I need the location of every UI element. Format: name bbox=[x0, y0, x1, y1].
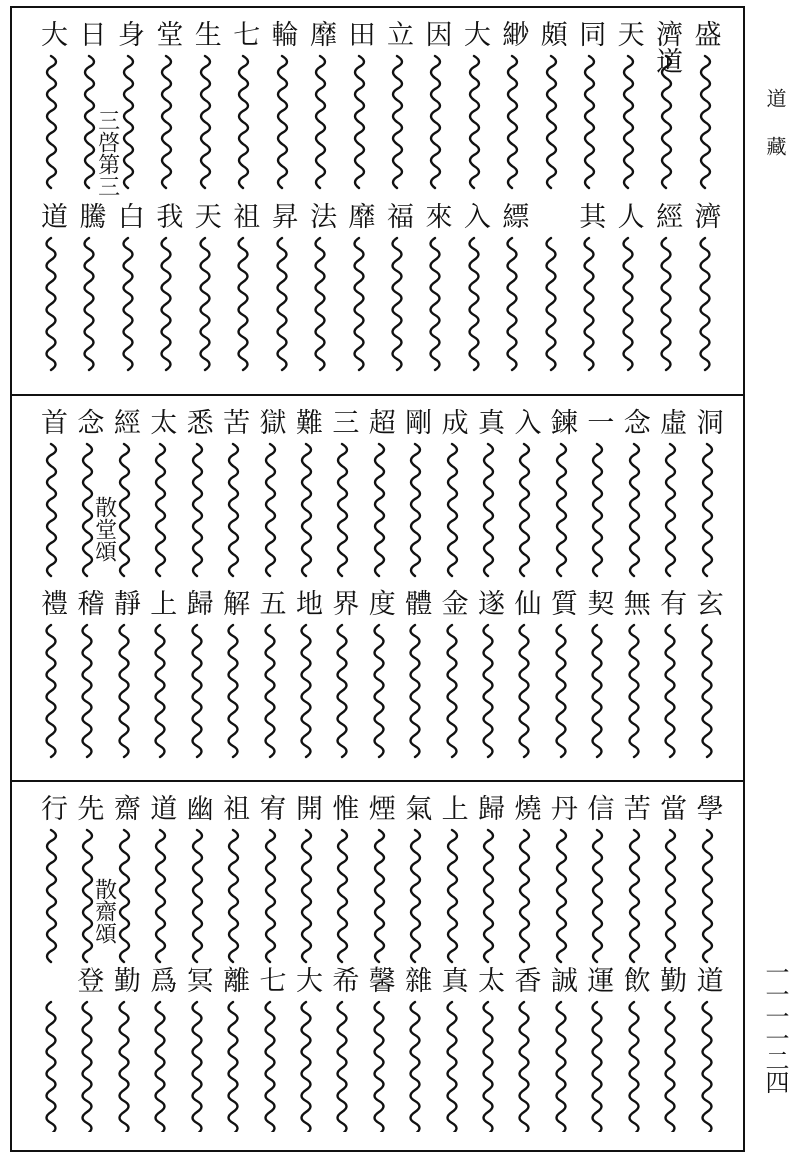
neume-notation-mark bbox=[216, 828, 250, 968]
score-column-top: 身 bbox=[112, 20, 144, 47]
score-column-top: 上 bbox=[436, 794, 468, 821]
score-column-bottom: 飲 bbox=[618, 966, 650, 993]
score-column-top: 難 bbox=[290, 408, 322, 435]
neume-notation-mark bbox=[216, 623, 250, 762]
neume-notation-mark bbox=[253, 623, 287, 762]
score-column-top: 大 bbox=[458, 20, 490, 47]
score-column-bottom: 體 bbox=[400, 589, 432, 616]
panel-middle bbox=[12, 396, 743, 782]
score-column-top: 當 bbox=[655, 794, 687, 821]
neume-notation-mark bbox=[303, 236, 337, 376]
neume-notation-mark bbox=[34, 54, 68, 201]
score-column-top: 惟 bbox=[327, 794, 359, 821]
score-column-top: 苦 bbox=[218, 408, 250, 435]
neume-notation-mark bbox=[188, 236, 222, 376]
score-column-top: 同 bbox=[574, 20, 606, 47]
score-column-bottom: 人 bbox=[612, 202, 644, 229]
neume-notation-mark bbox=[544, 828, 578, 968]
score-column-bottom: 靡 bbox=[343, 202, 375, 229]
score-column-bottom: 騰 bbox=[74, 202, 106, 229]
neume-notation-mark bbox=[107, 1000, 141, 1132]
neume-notation-mark bbox=[107, 623, 141, 762]
neume-notation-mark bbox=[289, 828, 323, 968]
score-column-top: 靡 bbox=[305, 20, 337, 47]
neume-notation-mark bbox=[471, 442, 505, 589]
neume-notation-mark bbox=[457, 236, 491, 376]
score-column-top: 學 bbox=[691, 794, 723, 821]
score-column-bottom: 道 bbox=[36, 202, 67, 229]
neume-notation-mark bbox=[418, 236, 452, 376]
neume-notation-mark bbox=[180, 1000, 214, 1132]
score-column-bottom: 度 bbox=[363, 589, 395, 616]
neume-notation-mark bbox=[617, 1000, 651, 1132]
neume-notation-mark bbox=[34, 442, 68, 589]
score-column-top: 開 bbox=[290, 794, 322, 821]
score-column-top: 入 bbox=[509, 408, 541, 435]
score-column-bottom: 解 bbox=[218, 589, 250, 616]
score-column-bottom: 界 bbox=[327, 589, 359, 616]
neume-notation-mark bbox=[653, 828, 687, 968]
neume-notation-mark bbox=[495, 236, 529, 376]
neume-notation-mark bbox=[690, 828, 724, 968]
neume-notation-mark bbox=[507, 1000, 541, 1132]
score-column-bottom: 稽 bbox=[72, 589, 104, 616]
neume-notation-mark bbox=[265, 236, 299, 376]
score-column-top: 燒 bbox=[509, 794, 541, 821]
score-column-top: 因 bbox=[420, 20, 452, 47]
neume-notation-mark bbox=[380, 54, 414, 201]
neume-notation-mark bbox=[149, 54, 183, 201]
neume-notation-mark bbox=[544, 1000, 578, 1132]
score-column-top: 虛 bbox=[655, 408, 687, 435]
neume-notation-mark bbox=[580, 623, 614, 762]
score-column-bottom: 縹 bbox=[497, 202, 529, 229]
score-column-top: 歸 bbox=[473, 794, 505, 821]
neume-notation-mark bbox=[143, 623, 177, 762]
score-column-bottom: 運 bbox=[582, 966, 614, 993]
score-column-bottom: 入 bbox=[458, 202, 490, 229]
neume-notation-mark bbox=[653, 1000, 687, 1132]
neume-notation-mark bbox=[253, 828, 287, 968]
neume-notation-mark bbox=[690, 442, 724, 589]
score-column-top: 信 bbox=[582, 794, 614, 821]
neume-notation-mark bbox=[289, 1000, 323, 1132]
score-column-top: 經 bbox=[108, 408, 140, 435]
score-column-bottom: 離 bbox=[218, 966, 250, 993]
score-column-top: 煙 bbox=[363, 794, 395, 821]
neume-notation-mark bbox=[325, 623, 359, 762]
score-column-bottom: 質 bbox=[545, 589, 577, 616]
score-column-bottom: 經 bbox=[651, 202, 683, 229]
score-column-bottom: 道 bbox=[691, 966, 723, 993]
neume-notation-mark bbox=[418, 54, 452, 201]
score-column-top: 天 bbox=[612, 20, 644, 47]
score-column-bottom: 契 bbox=[582, 589, 614, 616]
panel-bottom bbox=[12, 782, 743, 1150]
neume-notation-mark bbox=[688, 54, 722, 201]
neume-notation-mark bbox=[143, 828, 177, 968]
score-column-bottom: 其 bbox=[574, 202, 606, 229]
neume-notation-mark bbox=[34, 1000, 68, 1132]
section-heading: 散齋頌 bbox=[91, 878, 117, 944]
score-column-top: 苦 bbox=[618, 794, 650, 821]
neume-notation-mark bbox=[471, 828, 505, 968]
score-column-bottom: 勤 bbox=[655, 966, 687, 993]
score-column-bottom: 白 bbox=[112, 202, 144, 229]
score-column-bottom: 祖 bbox=[228, 202, 260, 229]
neume-notation-mark bbox=[617, 623, 651, 762]
neume-notation-mark bbox=[380, 236, 414, 376]
neume-notation-mark bbox=[362, 442, 396, 589]
panel-top bbox=[12, 8, 743, 396]
neume-notation-mark bbox=[507, 442, 541, 589]
score-column-bottom: 上 bbox=[145, 589, 177, 616]
neume-notation-mark bbox=[435, 1000, 469, 1132]
neume-notation-mark bbox=[34, 828, 68, 968]
score-column-top: 頗 bbox=[535, 20, 567, 47]
score-column-top: 首 bbox=[36, 408, 67, 435]
score-column-bottom: 法 bbox=[305, 202, 337, 229]
neume-notation-mark bbox=[435, 828, 469, 968]
score-column-bottom: 太 bbox=[473, 966, 505, 993]
neume-notation-mark bbox=[111, 236, 145, 376]
score-column-top: 濟道 bbox=[651, 20, 683, 74]
neume-notation-mark bbox=[398, 623, 432, 762]
neume-notation-mark bbox=[180, 442, 214, 589]
neume-notation-mark bbox=[534, 54, 568, 201]
score-column-top: 生 bbox=[189, 20, 221, 47]
neume-notation-mark bbox=[507, 623, 541, 762]
score-column-bottom: 地 bbox=[290, 589, 322, 616]
score-column-top: 悉 bbox=[181, 408, 213, 435]
neume-notation-mark bbox=[265, 54, 299, 201]
neume-notation-mark bbox=[653, 442, 687, 589]
neume-notation-mark bbox=[649, 236, 683, 376]
score-column-top: 緲 bbox=[497, 20, 529, 47]
neume-notation-mark bbox=[253, 442, 287, 589]
neume-notation-mark bbox=[289, 442, 323, 589]
score-column-top: 祖 bbox=[218, 794, 250, 821]
score-column-bottom: 仙 bbox=[509, 589, 541, 616]
neume-notation-mark bbox=[690, 1000, 724, 1132]
score-column-top: 田 bbox=[343, 20, 375, 47]
neume-notation-mark bbox=[180, 623, 214, 762]
score-column-bottom: 玄 bbox=[691, 589, 723, 616]
score-column-top: 立 bbox=[382, 20, 413, 47]
neume-notation-mark bbox=[617, 442, 651, 589]
book-title: 道藏 bbox=[763, 88, 787, 184]
score-column-bottom: 福 bbox=[382, 202, 413, 229]
score-column-top: 洞 bbox=[691, 408, 723, 435]
neume-notation-mark bbox=[544, 442, 578, 589]
score-column-top: 真 bbox=[473, 408, 505, 435]
neume-notation-mark bbox=[34, 623, 68, 762]
score-column-top: 成 bbox=[436, 408, 468, 435]
score-column-top: 七 bbox=[228, 20, 260, 47]
score-column-top: 念 bbox=[618, 408, 650, 435]
score-column-bottom: 勤 bbox=[108, 966, 140, 993]
score-column-bottom: 來 bbox=[420, 202, 452, 229]
neume-notation-mark bbox=[534, 236, 568, 376]
neume-notation-mark bbox=[226, 236, 260, 376]
score-column-bottom: 靜 bbox=[108, 589, 140, 616]
neume-notation-mark bbox=[216, 442, 250, 589]
neume-notation-mark bbox=[580, 442, 614, 589]
score-column-top: 大 bbox=[36, 20, 67, 47]
score-column-bottom: 天 bbox=[189, 202, 221, 229]
neume-notation-mark bbox=[457, 54, 491, 201]
score-column-top: 超 bbox=[363, 408, 395, 435]
neume-notation-mark bbox=[398, 1000, 432, 1132]
neume-notation-mark bbox=[143, 1000, 177, 1132]
score-column-top: 太 bbox=[145, 408, 177, 435]
score-column-top: 三 bbox=[327, 408, 359, 435]
score-column-top: 齋 bbox=[108, 794, 140, 821]
score-column-bottom: 有 bbox=[655, 589, 687, 616]
score-column-bottom: 五 bbox=[254, 589, 286, 616]
neume-notation-mark bbox=[572, 236, 606, 376]
score-column-top: 日 bbox=[74, 20, 106, 47]
neume-notation-mark bbox=[70, 1000, 104, 1132]
neume-notation-mark bbox=[70, 623, 104, 762]
page-number: 一一一一二四 bbox=[761, 960, 789, 1092]
neume-notation-mark bbox=[435, 442, 469, 589]
neume-notation-mark bbox=[342, 54, 376, 201]
score-column-top: 堂 bbox=[151, 20, 183, 47]
neume-notation-mark bbox=[342, 236, 376, 376]
score-column-top: 一 bbox=[582, 408, 614, 435]
score-column-top: 道 bbox=[145, 794, 177, 821]
neume-notation-mark bbox=[303, 54, 337, 201]
score-column-bottom: 大 bbox=[290, 966, 322, 993]
score-column-bottom: 誠 bbox=[545, 966, 577, 993]
neume-notation-mark bbox=[507, 828, 541, 968]
neume-notation-mark bbox=[611, 54, 645, 201]
neume-notation-mark bbox=[253, 1000, 287, 1132]
neume-notation-mark bbox=[653, 623, 687, 762]
score-column-bottom: 真 bbox=[436, 966, 468, 993]
neume-notation-mark bbox=[34, 236, 68, 376]
neume-notation-mark bbox=[690, 623, 724, 762]
score-column-top: 鍊 bbox=[545, 408, 577, 435]
score-column-bottom: 我 bbox=[151, 202, 183, 229]
neume-notation-mark bbox=[398, 828, 432, 968]
score-column-top: 念 bbox=[72, 408, 104, 435]
neume-notation-mark bbox=[362, 623, 396, 762]
score-column-bottom: 香 bbox=[509, 966, 541, 993]
neume-notation-mark bbox=[325, 828, 359, 968]
score-column-bottom: 雜 bbox=[400, 966, 432, 993]
neume-notation-mark bbox=[611, 236, 645, 376]
neume-notation-mark bbox=[226, 54, 260, 201]
neume-notation-mark bbox=[495, 54, 529, 201]
score-column-bottom: 遂 bbox=[473, 589, 505, 616]
neume-notation-mark bbox=[325, 1000, 359, 1132]
score-column-top: 輪 bbox=[266, 20, 298, 47]
neume-notation-mark bbox=[649, 54, 683, 201]
score-column-top: 盛 bbox=[689, 20, 721, 47]
neume-notation-mark bbox=[435, 623, 469, 762]
neume-notation-mark bbox=[325, 442, 359, 589]
neume-notation-mark bbox=[572, 54, 606, 201]
neume-notation-mark bbox=[544, 623, 578, 762]
score-column-top: 先 bbox=[72, 794, 104, 821]
neume-notation-mark bbox=[617, 828, 651, 968]
score-column-top: 剛 bbox=[400, 408, 432, 435]
score-column-bottom: 馨 bbox=[363, 966, 395, 993]
neume-notation-mark bbox=[580, 828, 614, 968]
score-column-bottom: 希 bbox=[327, 966, 359, 993]
page-frame bbox=[10, 6, 745, 1152]
neume-notation-mark bbox=[216, 1000, 250, 1132]
neume-notation-mark bbox=[362, 828, 396, 968]
score-column-top: 宥 bbox=[254, 794, 286, 821]
score-column-top: 氣 bbox=[400, 794, 432, 821]
score-column-bottom: 冥 bbox=[181, 966, 213, 993]
score-column-top: 獄 bbox=[254, 408, 286, 435]
neume-notation-mark bbox=[398, 442, 432, 589]
score-column-top: 幽 bbox=[181, 794, 213, 821]
section-heading: 三啓第三 bbox=[94, 109, 120, 197]
score-column-top: 行 bbox=[36, 794, 67, 821]
neume-notation-mark bbox=[471, 623, 505, 762]
neume-notation-mark bbox=[362, 1000, 396, 1132]
score-column-bottom: 昇 bbox=[266, 202, 298, 229]
score-column-bottom: 無 bbox=[618, 589, 650, 616]
score-column-bottom: 登 bbox=[72, 966, 104, 993]
score-column-bottom: 濟 bbox=[689, 202, 721, 229]
score-column-bottom: 歸 bbox=[181, 589, 213, 616]
score-column-bottom: 金 bbox=[436, 589, 468, 616]
neume-notation-mark bbox=[188, 54, 222, 201]
score-column-top: 丹 bbox=[545, 794, 577, 821]
neume-notation-mark bbox=[688, 236, 722, 376]
neume-notation-mark bbox=[289, 623, 323, 762]
neume-notation-mark bbox=[149, 236, 183, 376]
neume-notation-mark bbox=[72, 236, 106, 376]
score-column-bottom: 爲 bbox=[145, 966, 177, 993]
neume-notation-mark bbox=[471, 1000, 505, 1132]
neume-notation-mark bbox=[143, 442, 177, 589]
score-column-bottom: 禮 bbox=[36, 589, 67, 616]
neume-notation-mark bbox=[580, 1000, 614, 1132]
score-column-bottom: 七 bbox=[254, 966, 286, 993]
section-heading: 散堂頌 bbox=[91, 496, 117, 562]
neume-notation-mark bbox=[180, 828, 214, 968]
